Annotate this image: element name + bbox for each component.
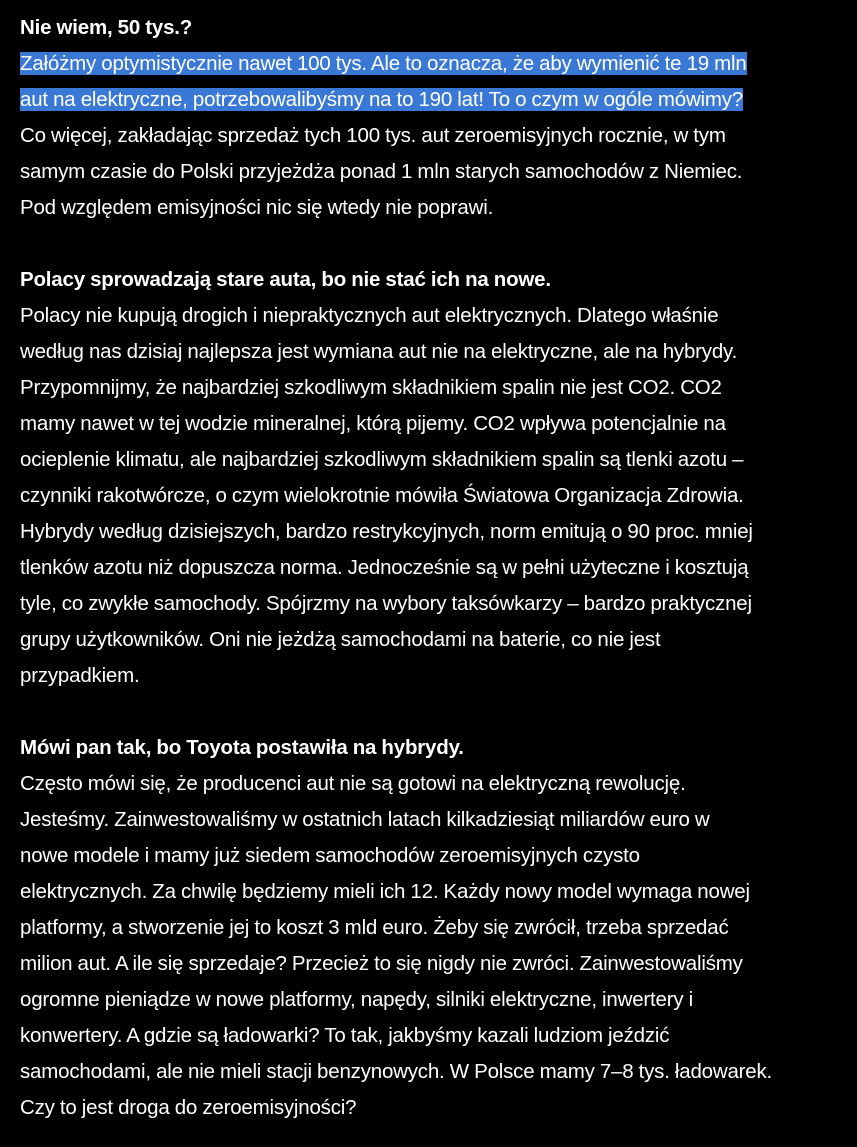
interview-question: Polacy sprowadzają stare auta, bo nie stać ich na nowe. <box>20 268 551 291</box>
answer-line: nowe modele i mamy już siedem samochodów zeroemisyjnych czysto <box>20 844 640 867</box>
answer-line: Hybrydy według dzisiejszych, bardzo restrykcyjnych, norm emitują o 90 proc. mniej <box>20 520 753 543</box>
answer-line: Przypomnijmy, że najbardziej szkodliwym składnikiem spalin nie jest CO2. CO2 <box>20 376 722 399</box>
answer-line: samym czasie do Polski przyjeżdża ponad 1 mln starych samochodów z Niemiec. <box>20 160 743 183</box>
interview-block-2 <box>20 262 850 694</box>
answer-line: mamy nawet w tej wodzie mineralnej, którą pijemy. CO2 wpływa potencjalnie na <box>20 412 726 435</box>
interview-block-1 <box>20 10 850 226</box>
answer-line: ogromne pieniądze w nowe platformy, napędy, silniki elektryczne, inwertery i <box>20 988 693 1011</box>
answer-line: elektrycznych. Za chwilę będziemy mieli ich 12. Każdy nowy model wymaga nowej <box>20 880 750 903</box>
answer-line: Polacy nie kupują drogich i niepraktycznych aut elektrycznych. Dlatego właśnie <box>20 304 719 327</box>
answer-line: ocieplenie klimatu, ale najbardziej szkodliwym składnikiem spalin są tlenki azotu – <box>20 448 744 471</box>
answer-line: samochodami, ale nie mieli stacji benzynowych. W Polsce mamy 7–8 tys. ładowarek. <box>20 1060 773 1083</box>
answer-line: milion aut. A ile się sprzedaje? Przecież to się nigdy nie zwróci. Zainwestowaliśmy <box>20 952 743 975</box>
answer-line: grupy użytkowników. Oni nie jeżdżą samochodami na baterie, co nie jest <box>20 628 661 651</box>
article-body <box>20 10 850 1126</box>
answer-line: platformy, a stworzenie jej to koszt 3 mld euro. Żeby się zwrócił, trzeba sprzedać <box>20 916 729 939</box>
interview-question: Nie wiem, 50 tys.? <box>20 16 193 39</box>
text-selection[interactable]: aut na elektryczne, potrzebowalibyśmy na to 190 lat! To o czym w ogóle mówimy? <box>20 88 744 111</box>
answer-line: według nas dzisiaj najlepsza jest wymiana aut nie na elektryczne, ale na hybrydy. <box>20 340 738 363</box>
answer-line: Jesteśmy. Zainwestowaliśmy w ostatnich latach kilkadziesiąt miliardów euro w <box>20 808 710 831</box>
answer-line: przypadkiem. <box>20 664 140 687</box>
answer-line: Czy to jest droga do zeroemisyjności? <box>20 1096 357 1119</box>
answer-line-selected[interactable] <box>20 46 850 82</box>
text-selection[interactable]: Załóżmy optymistycznie nawet 100 tys. Ale to oznacza, że aby wymienić te 19 mln <box>20 52 747 75</box>
answer-line: Co więcej, zakładając sprzedaż tych 100 tys. aut zeroemisyjnych rocznie, w tym <box>20 124 726 147</box>
interview-question: Mówi pan tak, bo Toyota postawiła na hybrydy. <box>20 736 464 759</box>
answer-line: tlenków azotu niż dopuszcza norma. Jednocześnie są w pełni użyteczne i kosztują <box>20 556 749 579</box>
answer-line: Pod względem emisyjności nic się wtedy nie poprawi. <box>20 196 494 219</box>
interview-block-3 <box>20 730 850 1126</box>
answer-line: konwertery. A gdzie są ładowarki? To tak, jakbyśmy kazali ludziom jeździć <box>20 1024 670 1047</box>
answer-line: Często mówi się, że producenci aut nie są gotowi na elektryczną rewolucję. <box>20 772 686 795</box>
answer-line-selected[interactable] <box>20 82 850 118</box>
answer-line: czynniki rakotwórcze, o czym wielokrotnie mówiła Światowa Organizacja Zdrowia. <box>20 484 744 507</box>
answer-line: tyle, co zwykłe samochody. Spójrzmy na wybory taksówkarzy – bardzo praktycznej <box>20 592 752 615</box>
